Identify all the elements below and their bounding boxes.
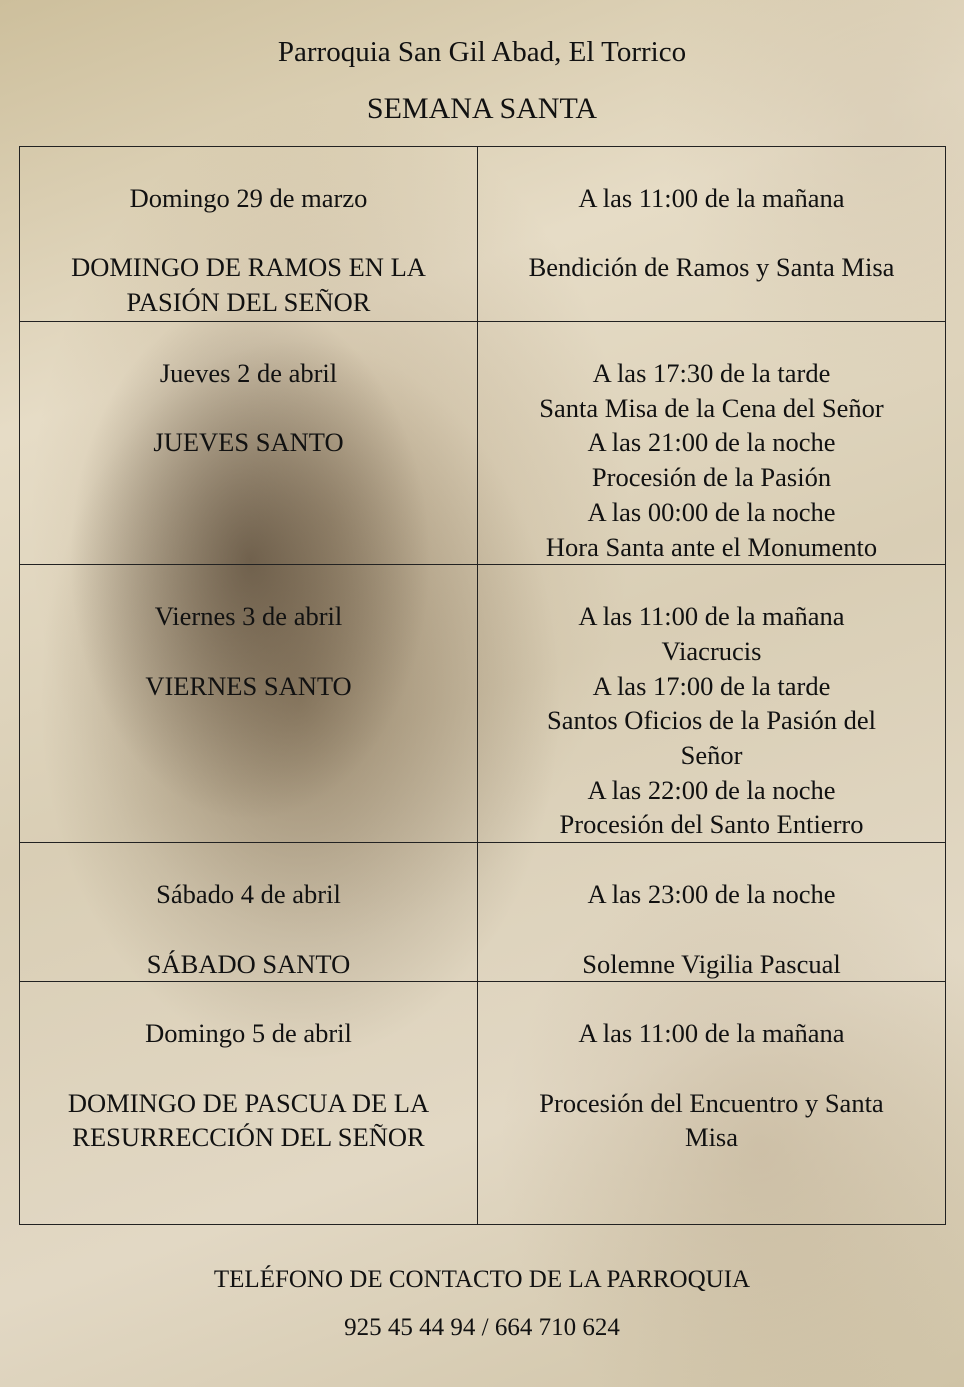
day-cell <box>20 565 478 843</box>
event-description: Santa Misa de la Cena del Señor <box>539 392 884 423</box>
contact-phones: 925 45 44 94 / 664 710 624 <box>344 1314 620 1341</box>
schedule-row-easter-sunday <box>20 982 946 1225</box>
day-cell <box>20 322 478 565</box>
schedule-row-palm-sunday <box>20 147 946 322</box>
parish-name: Parroquia San Gil Abad, El Torrico <box>277 36 687 68</box>
event-time: A las 17:00 de la tarde <box>592 670 831 701</box>
events-cell <box>478 982 946 1225</box>
event-time: A las 17:30 de la tarde <box>592 358 831 388</box>
event-description: Procesión del Encuentro y Santa <box>539 1087 884 1118</box>
event-time: A las 22:00 de la noche <box>587 774 836 805</box>
day-date: Domingo 29 de marzo <box>129 183 368 213</box>
day-date: Sábado 4 de abril <box>156 879 341 910</box>
day-date: Jueves 2 de abril <box>159 358 338 388</box>
events-cell <box>478 565 946 843</box>
schedule-row-holy-saturday <box>20 843 946 982</box>
schedule-table <box>19 146 946 1225</box>
events-cell <box>478 322 946 565</box>
event-description: Bendición de Ramos y Santa Misa <box>528 252 895 283</box>
event-time: A las 21:00 de la noche <box>587 427 836 458</box>
event-time: A las 00:00 de la noche <box>587 496 836 527</box>
event-time: A las 11:00 de la mañana <box>578 601 845 632</box>
events-cell <box>478 843 946 982</box>
day-name-line: PASIÓN DEL SEÑOR <box>126 287 371 318</box>
day-name-line: SÁBADO SANTO <box>146 948 351 979</box>
event-description: Procesión de la Pasión <box>591 462 832 493</box>
day-name-line: VIERNES SANTO <box>145 670 352 701</box>
events-cell <box>478 147 946 322</box>
event-description: Misa <box>685 1122 738 1153</box>
event-time: A las 11:00 de la mañana <box>578 1018 845 1049</box>
day-cell <box>20 982 478 1225</box>
event-description: Hora Santa ante el Monumento <box>545 531 878 562</box>
schedule-row-holy-thursday <box>20 322 946 565</box>
day-name-line: DOMINGO DE PASCUA DE LA <box>67 1087 430 1118</box>
schedule-row-good-friday <box>20 565 946 843</box>
event-description: Viacrucis <box>661 635 762 666</box>
event-time: A las 11:00 de la mañana <box>578 183 845 213</box>
contact-label: TELÉFONO DE CONTACTO DE LA PARROQUIA <box>213 1266 751 1293</box>
day-name-line: RESURRECCIÓN DEL SEÑOR <box>72 1122 425 1153</box>
day-cell <box>20 147 478 322</box>
event-description: Procesión del Santo Entierro <box>559 809 864 840</box>
day-name-line: DOMINGO DE RAMOS EN LA <box>71 252 426 283</box>
page-title: SEMANA SANTA <box>366 92 598 125</box>
event-time: A las 23:00 de la noche <box>587 879 836 910</box>
event-description: Solemne Vigilia Pascual <box>582 948 841 979</box>
day-cell <box>20 843 478 982</box>
day-date: Viernes 3 de abril <box>154 601 343 632</box>
day-name-line: JUEVES SANTO <box>153 427 344 458</box>
event-description: Santos Oficios de la Pasión del <box>547 705 876 736</box>
day-date: Domingo 5 de abril <box>145 1018 352 1049</box>
event-description: Señor <box>680 740 743 771</box>
